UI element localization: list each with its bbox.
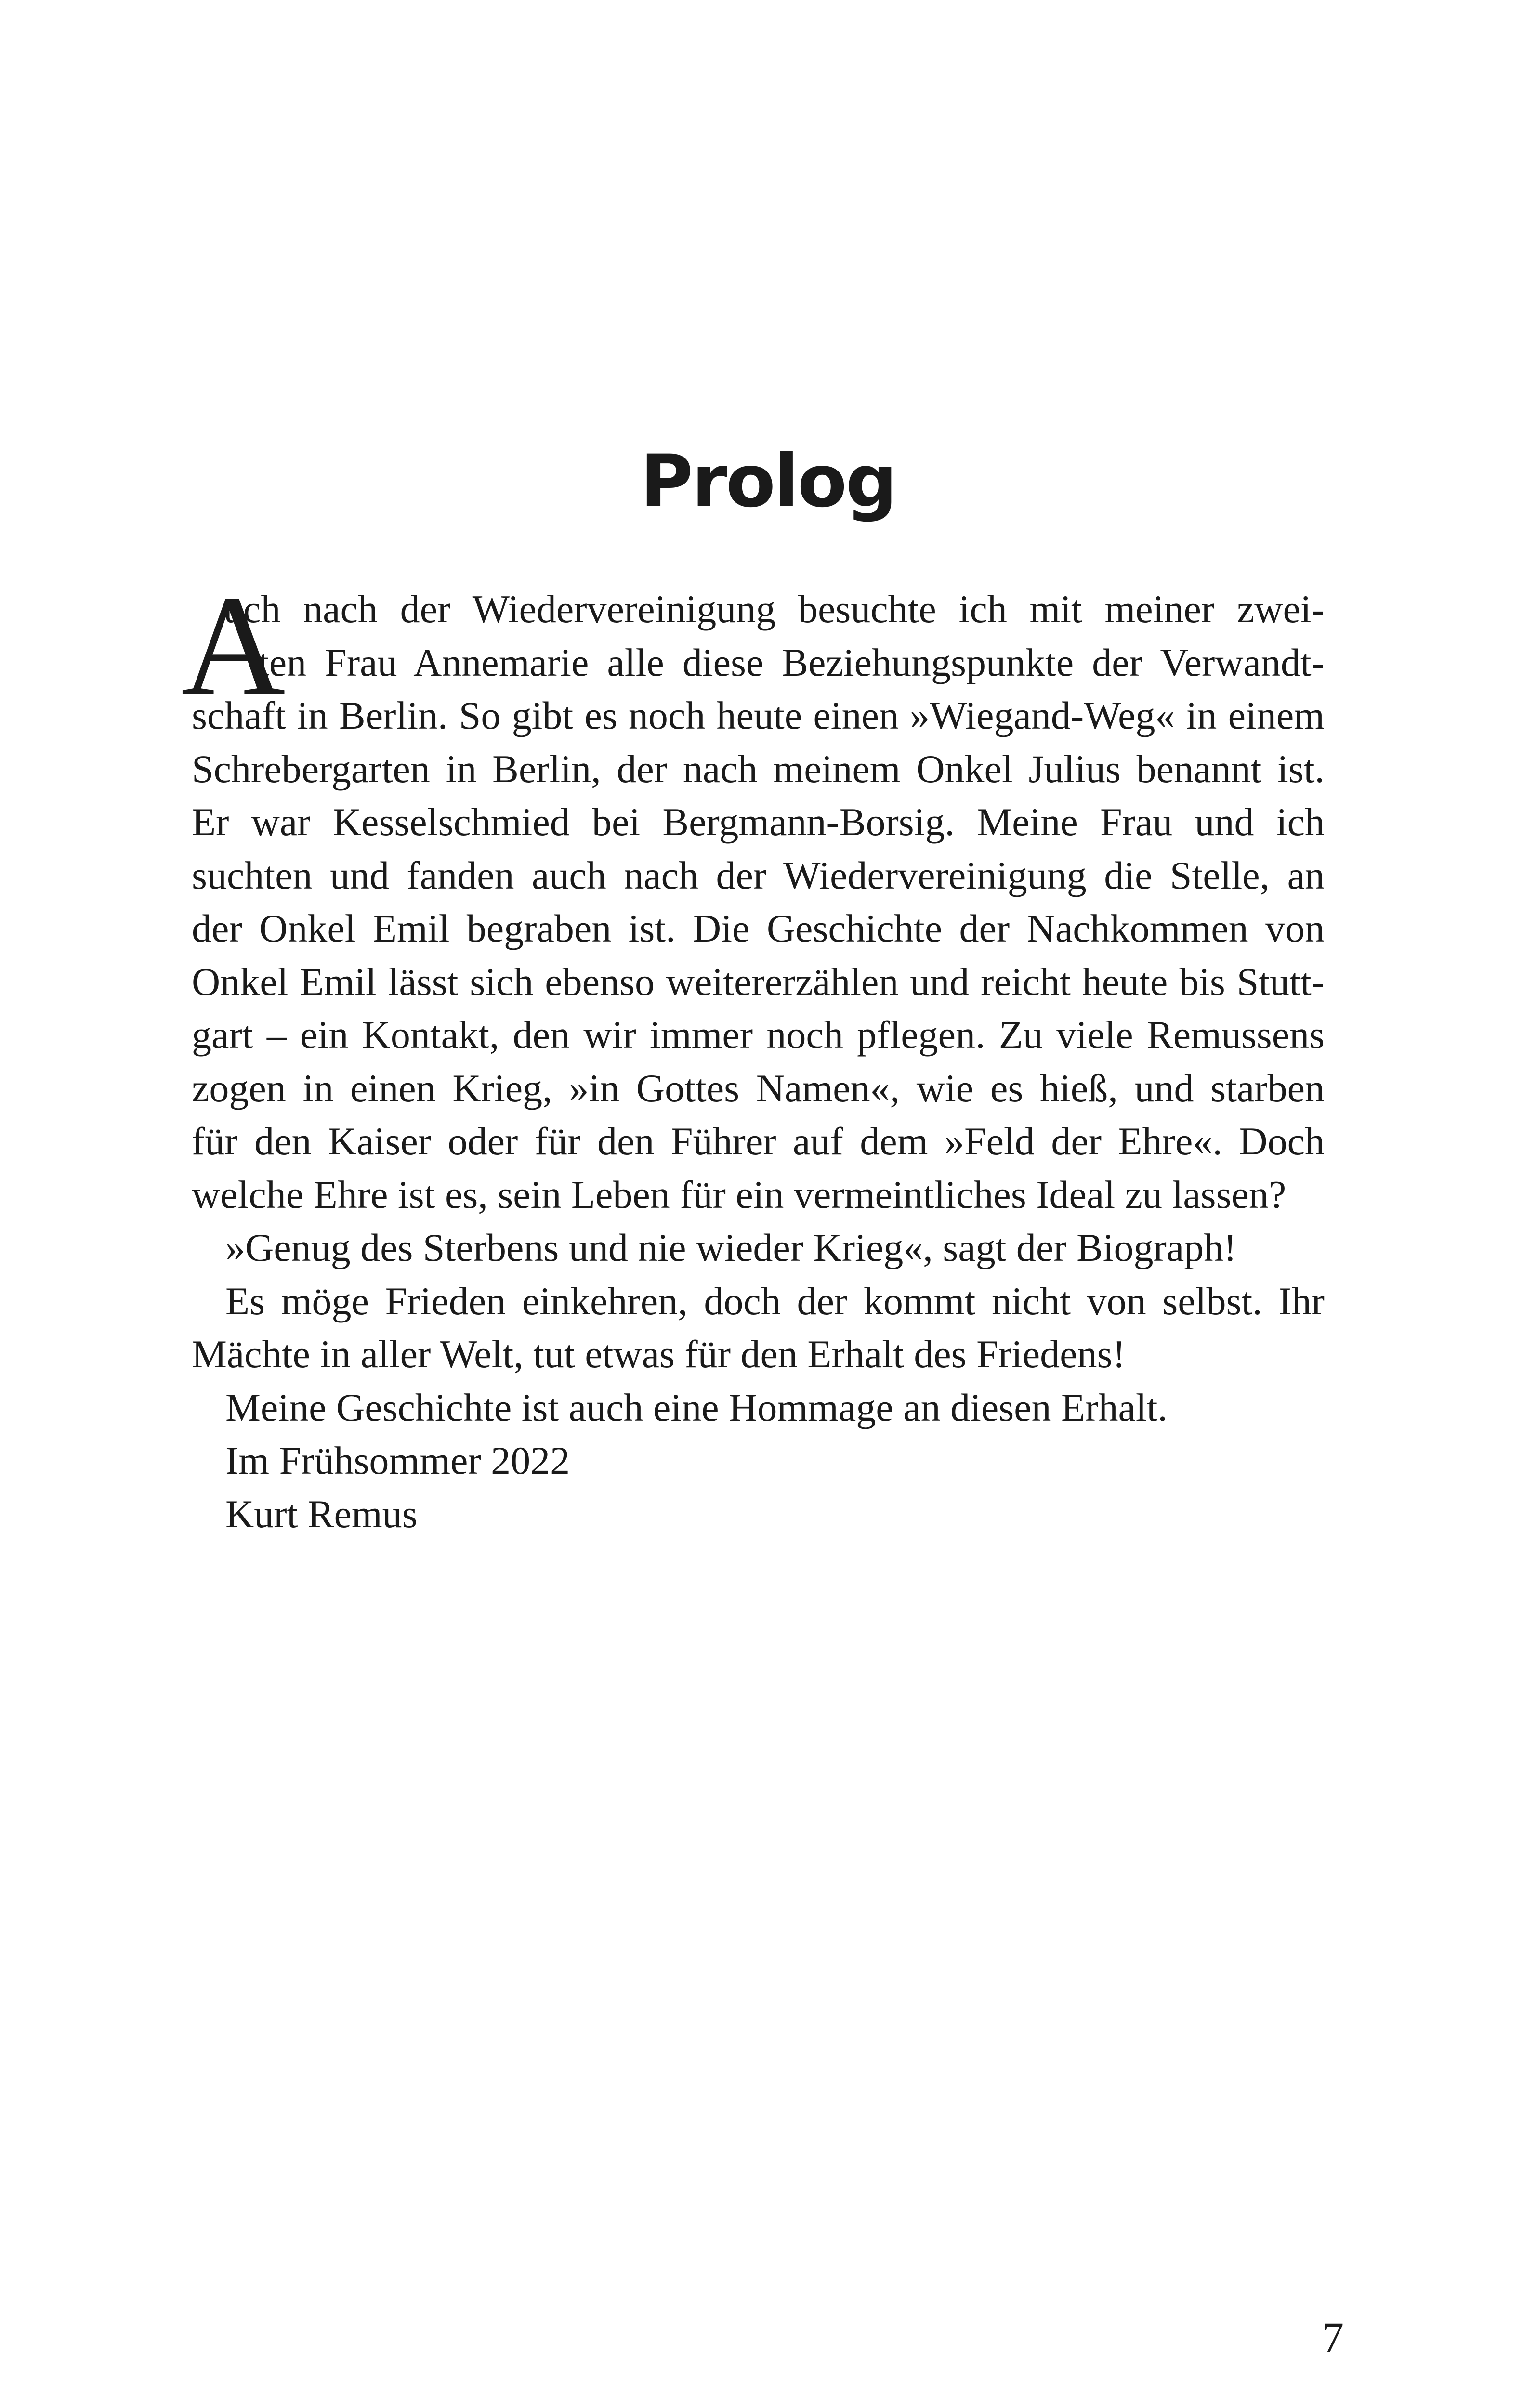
date-line: Im Frühsommer 2022 <box>225 1439 570 1482</box>
text-line: Meine Geschichte ist auch eine Hommage an diesen Erhalt. <box>225 1385 1168 1429</box>
text-line: uch nach der Wiedervereinigung besuchte ich mit meiner zwei- <box>223 587 1325 631</box>
text-line: welche Ehre ist es, sein Leben für ein vermeintliches Ideal zu lassen? <box>192 1172 1287 1217</box>
text-line: Es möge Frieden einkehren, doch der kommt nicht von selbst. Ihr <box>225 1279 1325 1323</box>
text-line: zogen in einen Krieg, »in Gottes Namen«, wie es hieß, und starben <box>192 1066 1325 1110</box>
text-line: schaft in Berlin. So gibt es noch heute einen »Wiegand-Weg« in einem <box>192 694 1325 737</box>
text-line: ten Frau Annemarie alle diese Beziehungspunkte der Verwandt- <box>258 640 1325 684</box>
author-signature: Kurt Remus <box>225 1492 418 1536</box>
drop-cap: A <box>181 565 286 725</box>
prolog-text <box>192 583 1325 1541</box>
text-line: der Onkel Emil begraben ist. Die Geschichte der Nachkommen von <box>192 906 1325 950</box>
text-line: Mächte in aller Welt, tut etwas für den Erhalt des Friedens! <box>192 1332 1126 1376</box>
text-line: für den Kaiser oder für den Führer auf dem »Feld der Ehre«. Doch <box>192 1119 1325 1163</box>
text-line: gart – ein Kontakt, den wir immer noch pflegen. Zu viele Remussens <box>192 1013 1325 1057</box>
page-number: 7 <box>1322 2314 1344 2362</box>
text-line: Onkel Emil lässt sich ebenso weitererzählen und reicht heute bis Stutt- <box>192 959 1325 1004</box>
chapter-title: Prolog <box>640 440 896 523</box>
text-line: suchten und fanden auch nach der Wiedervereinigung die Stelle, an <box>192 853 1325 897</box>
text-line: Er war Kesselschmied bei Bergmann-Borsig. Meine Frau und ich <box>192 800 1325 844</box>
text-line: Schrebergarten in Berlin, der nach meinem Onkel Julius benannt ist. <box>192 746 1325 791</box>
quote-line: »Genug des Sterbens und nie wieder Krieg«, sagt der Biograph! <box>225 1226 1237 1269</box>
